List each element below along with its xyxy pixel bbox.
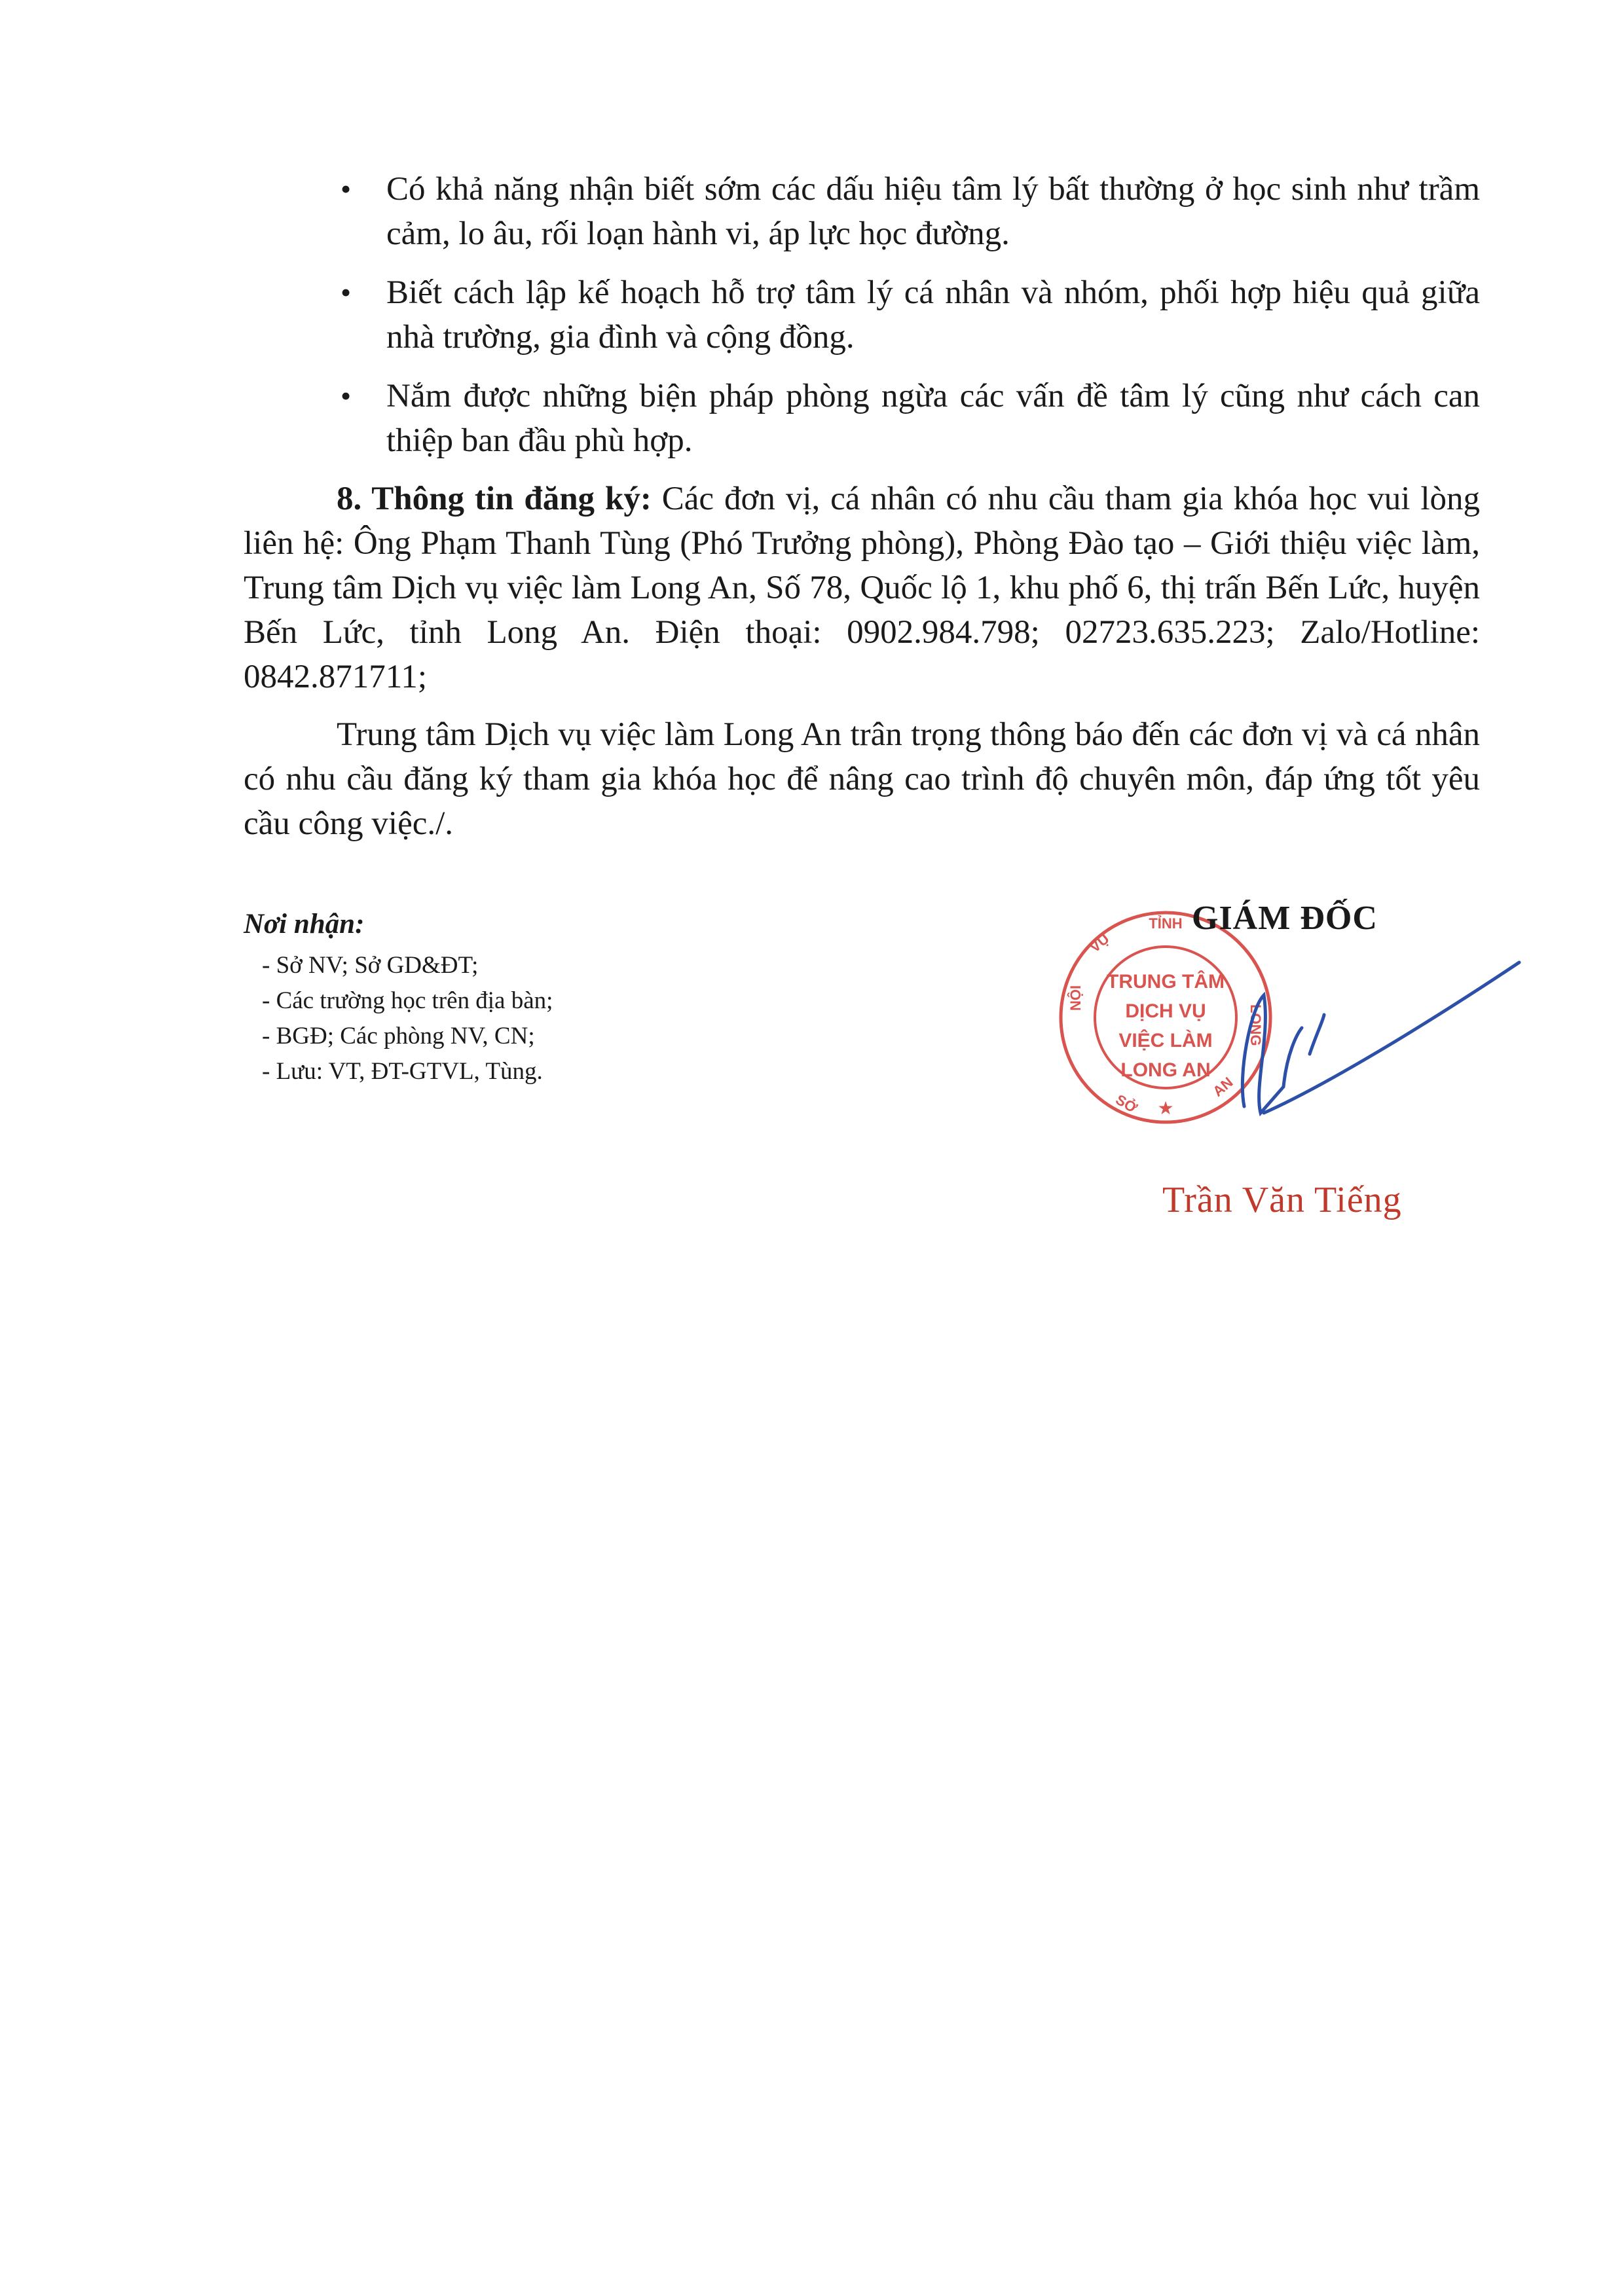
svg-text:VỤ: VỤ [1086,930,1113,956]
seal-line: TRUNG TÂM [1107,971,1225,993]
bullet-text: Biết cách lập kế hoạch hỗ trợ tâm lý cá nhân và nhóm, phối hợp hiệu quả giữa nhà trường, gia đình và cộng đồng. [386,274,1480,355]
registration-text: Các đơn vị, cá nhân có nhu cầu tham gia khóa học vui lòng liên hệ: Ông Phạm Thanh Tùng (Phó Trưởng phòng), Phòng Đào tạo – Giới thiệu việc làm, Trung tâm Dịch vụ việc làm Long An, Số 78, Quốc lộ 1, khu phố 6, thị trấn Bến Lức, huyện Bến Lức, tỉnh Long An. Điện thoại: 0902.984.798; 02723.635.223; Zalo/Hotline: 0842.871711; [244,481,1480,695]
recipients-title: Nơi nhận: [244,909,365,939]
recipient-item: - Các trường học trên địa bàn; [262,987,553,1014]
bullet-dot-icon: • [341,276,352,309]
recipient-item: - BGĐ; Các phòng NV, CN; [262,1023,535,1049]
seal-line: DỊCH VỤ [1125,1000,1206,1022]
seal-line: VIỆC LÀM [1118,1030,1213,1051]
svg-text:★: ★ [1157,1099,1174,1119]
svg-text:TỈNH: TỈNH [1149,915,1183,932]
svg-text:SỞ: SỞ [1113,1091,1140,1117]
seal-line: LONG AN [1120,1059,1211,1081]
bullet-item [334,270,1480,359]
svg-text:AN: AN [1209,1074,1236,1100]
registration-heading: 8. Thông tin đăng ký: [337,481,652,517]
signatory-title: GIÁM ĐỐC [1192,900,1378,937]
registration-paragraph [244,477,1480,699]
skills-bullet-list [334,167,1480,477]
signature-block [1041,897,1526,1250]
closing-paragraph: Trung tâm Dịch vụ việc làm Long An trân trọng thông báo đến các đơn vị và cá nhân có nhu cầu đăng ký tham gia khóa học để nâng cao trình độ chuyên môn, đáp ứng tốt yêu cầu công việc./. [244,716,1480,842]
recipient-item: - Lưu: VT, ĐT-GTVL, Tùng. [262,1058,543,1085]
recipient-item: - Sở NV; Sở GD&ĐT; [262,952,479,979]
bullet-text: Nắm được những biện pháp phòng ngừa các vấn đề tâm lý cũng như cách can thiệp ban đầu phù hợp. [386,378,1480,459]
signer-name: Trần Văn Tiếng [1162,1180,1402,1220]
handwritten-signature-icon [1225,956,1526,1126]
bullet-text: Có khả năng nhận biết sớm các dấu hiệu tâm lý bất thường ở học sinh như trầm cảm, lo âu, rối loạn hành vi, áp lực học đường. [386,171,1480,252]
recipients-list [244,948,833,1089]
svg-text:NỘI: NỘI [1067,985,1084,1011]
svg-text:LONG: LONG [1247,1004,1264,1046]
bullet-item [334,374,1480,463]
bullet-dot-icon: • [341,379,352,412]
recipients-block [244,905,833,1089]
bullet-dot-icon: • [341,172,352,206]
bullet-item [334,167,1480,256]
